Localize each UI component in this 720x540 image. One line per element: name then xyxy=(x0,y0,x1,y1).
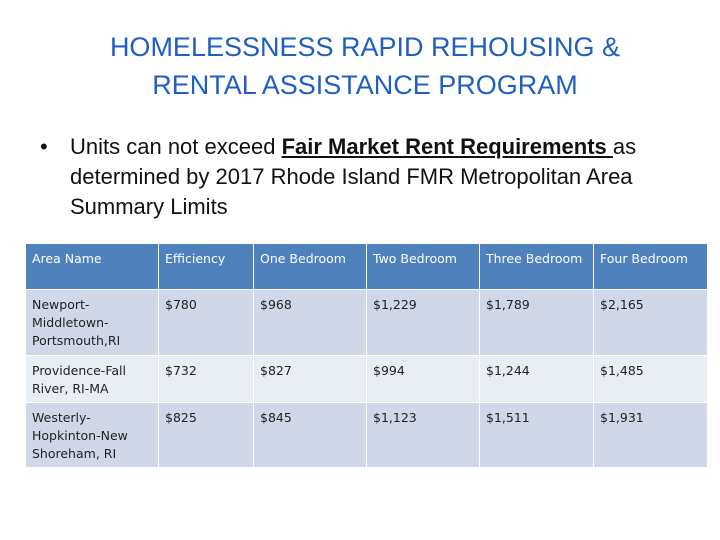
cell-three-bedroom: $1,244 xyxy=(480,356,594,403)
header-three-bedroom: Three Bedroom xyxy=(480,244,594,290)
cell-efficiency: $732 xyxy=(159,356,254,403)
cell-one-bedroom: $968 xyxy=(254,290,367,356)
bullet-text-after: as determined by 2017 Rhode Island FMR Metropolitan Area Summary Limits xyxy=(70,134,637,219)
header-two-bedroom: Two Bedroom xyxy=(367,244,480,290)
table-row xyxy=(26,403,708,468)
cell-one-bedroom: $845 xyxy=(254,403,367,468)
cell-four-bedroom: $1,485 xyxy=(594,356,708,403)
title-line-2: RENTAL ASSISTANCE PROGRAM xyxy=(152,70,578,100)
header-four-bedroom: Four Bedroom xyxy=(594,244,708,290)
cell-one-bedroom: $827 xyxy=(254,356,367,403)
cell-two-bedroom: $1,229 xyxy=(367,290,480,356)
header-one-bedroom: One Bedroom xyxy=(254,244,367,290)
header-efficiency: Efficiency xyxy=(159,244,254,290)
title-line-1: HOMELESSNESS RAPID REHOUSING & xyxy=(109,32,621,62)
bullet-point xyxy=(40,132,680,222)
cell-area-name: Newport-Middletown-Portsmouth,RI xyxy=(26,290,159,356)
cell-three-bedroom: $1,511 xyxy=(480,403,594,468)
cell-area-name: Westerly-Hopkinton-New Shoreham, RI xyxy=(26,403,159,468)
table-row xyxy=(26,356,708,403)
bullet-symbol: • xyxy=(40,134,48,159)
fmr-requirements-emphasis: Fair Market Rent Requirements xyxy=(281,134,613,159)
cell-efficiency: $780 xyxy=(159,290,254,356)
cell-two-bedroom: $994 xyxy=(367,356,480,403)
bullet-text xyxy=(70,132,680,222)
bullet-text-before: Units can not exceed xyxy=(70,134,282,159)
cell-area-name: Providence-Fall River, RI-MA xyxy=(26,356,159,403)
cell-three-bedroom: $1,789 xyxy=(480,290,594,356)
cell-efficiency: $825 xyxy=(159,403,254,468)
table-header-row xyxy=(26,244,708,290)
header-area-name: Area Name xyxy=(26,244,159,290)
cell-four-bedroom: $1,931 xyxy=(594,403,708,468)
page-title xyxy=(40,28,690,104)
fmr-table xyxy=(25,243,708,468)
table-row xyxy=(26,290,708,356)
cell-two-bedroom: $1,123 xyxy=(367,403,480,468)
cell-four-bedroom: $2,165 xyxy=(594,290,708,356)
